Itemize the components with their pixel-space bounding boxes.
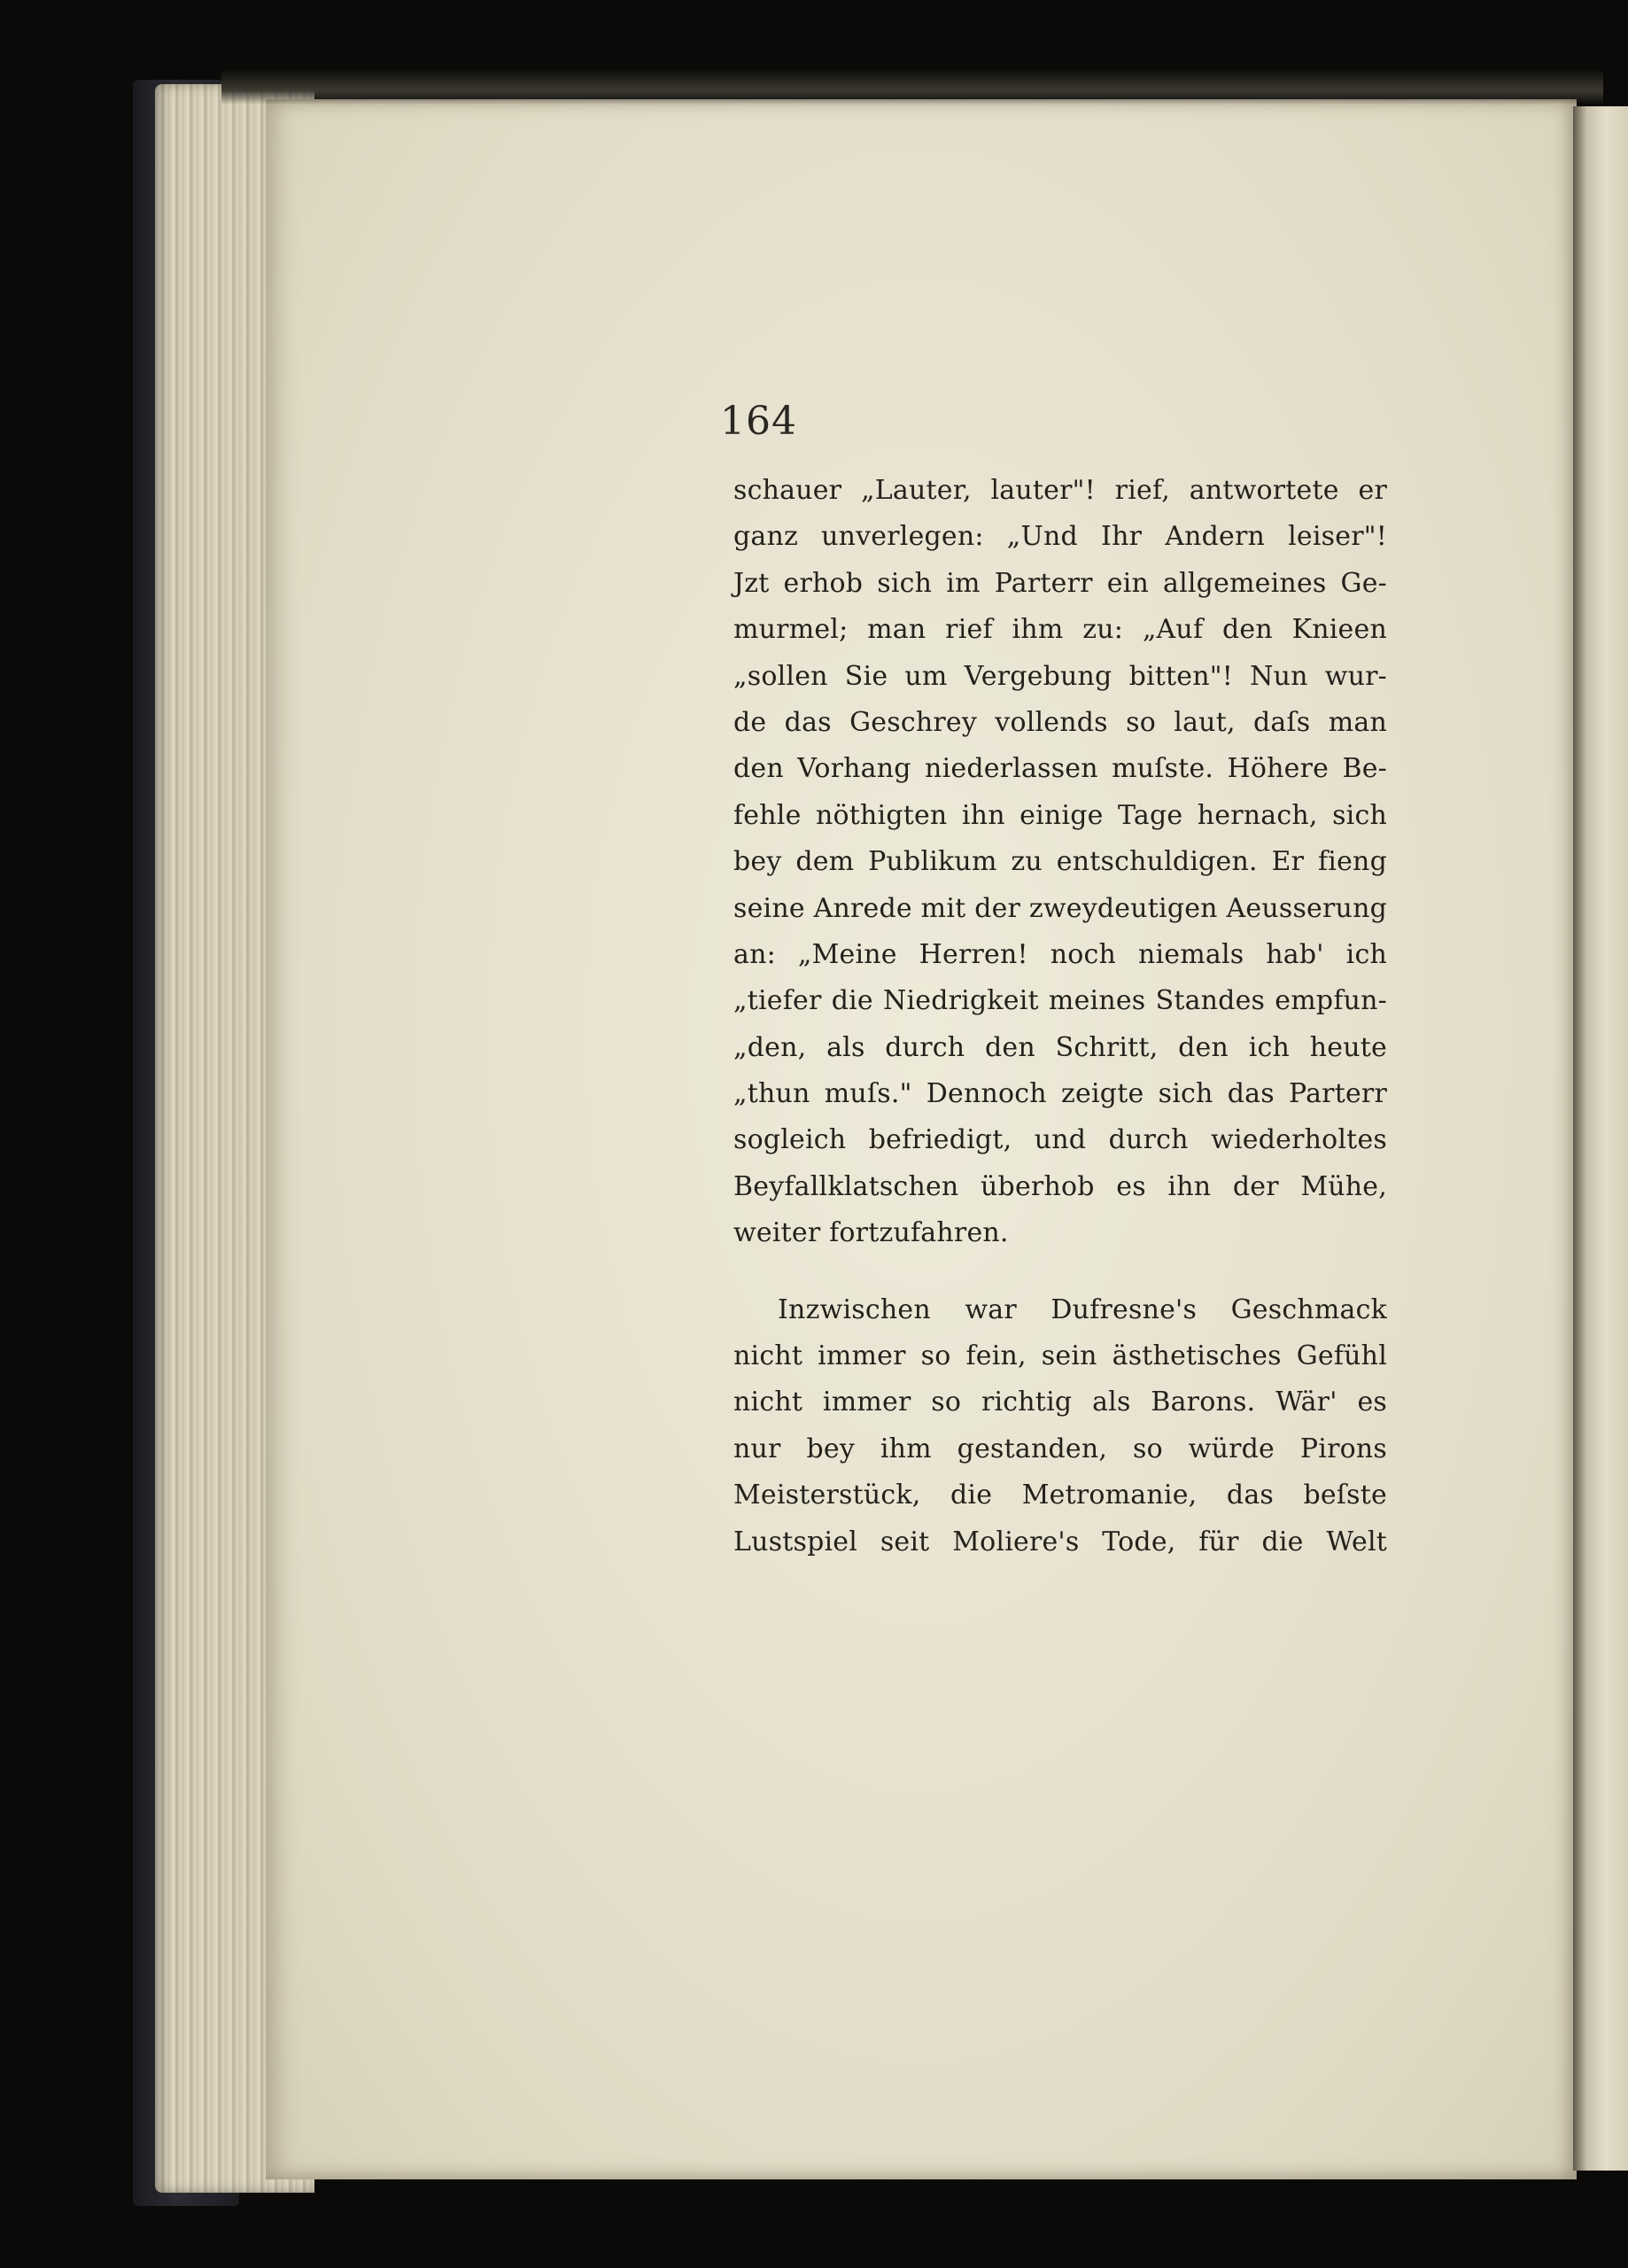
text-line: „thun muſs." Dennoch zeigte sich das Parterr <box>733 1078 1387 1110</box>
text-line: Lustspiel seit Moliere's Tode, für die Welt <box>733 1526 1387 1557</box>
text-line: nur bey ihm gestanden, so würde Pirons <box>733 1433 1387 1464</box>
text-line: an: „Meine Herren! noch niemals hab' ich <box>733 938 1387 970</box>
text-line: „den, als durch den Schritt, den ich heute <box>733 1031 1387 1063</box>
text-line: schauer „Lauter, lauter"! rief, antwortete er <box>733 475 1387 506</box>
text-line: weiter fortzufahren. <box>733 1217 1009 1249</box>
text-line: fehle nöthigten ihn einige Tage hernach, sich <box>733 799 1387 831</box>
text-line: nicht immer so fein, sein ästhetisches Gefühl <box>733 1340 1387 1372</box>
page-text <box>733 468 1387 1565</box>
facing-page-edge <box>1573 106 1628 2171</box>
page-number: 164 <box>720 399 797 444</box>
text-line: sogleich befriedigt, und durch wiederholtes <box>733 1124 1387 1156</box>
text-line: bey dem Publikum zu entschuldigen. Er fieng <box>733 846 1387 878</box>
text-line: seine Anrede mit der zweydeutigen Aeusserung <box>733 892 1387 924</box>
top-shadow <box>221 69 1603 105</box>
text-line: Jzt erhob sich im Parterr ein allgemeines Ge- <box>733 567 1387 599</box>
text-line: Beyfallklatschen überhob es ihn der Mühe, <box>733 1170 1387 1202</box>
paragraph-gap <box>733 1257 1387 1287</box>
text-line: Inzwischen war Dufresne's Geschmack <box>778 1293 1387 1325</box>
text-line: „tiefer die Niedrigkeit meines Standes empfun- <box>733 985 1387 1017</box>
text-line: den Vorhang niederlassen muſste. Höhere Be- <box>733 753 1387 785</box>
text-line: nicht immer so richtig als Barons. Wär' es <box>733 1386 1387 1418</box>
text-line: murmel; man rief ihm zu: „Auf den Knieen <box>733 614 1387 646</box>
text-line: Meisterstück, die Metromanie, das beſste <box>733 1480 1387 1511</box>
text-line: „sollen Sie um Vergebung bitten"! Nun wur- <box>733 660 1387 692</box>
paragraph-1 <box>733 468 1387 1257</box>
text-line: de das Geschrey vollends so laut, daſs man <box>733 706 1387 738</box>
paragraph-2 <box>733 1287 1387 1565</box>
text-line: ganz unverlegen: „Und Ihr Andern leiser"! <box>733 521 1387 553</box>
